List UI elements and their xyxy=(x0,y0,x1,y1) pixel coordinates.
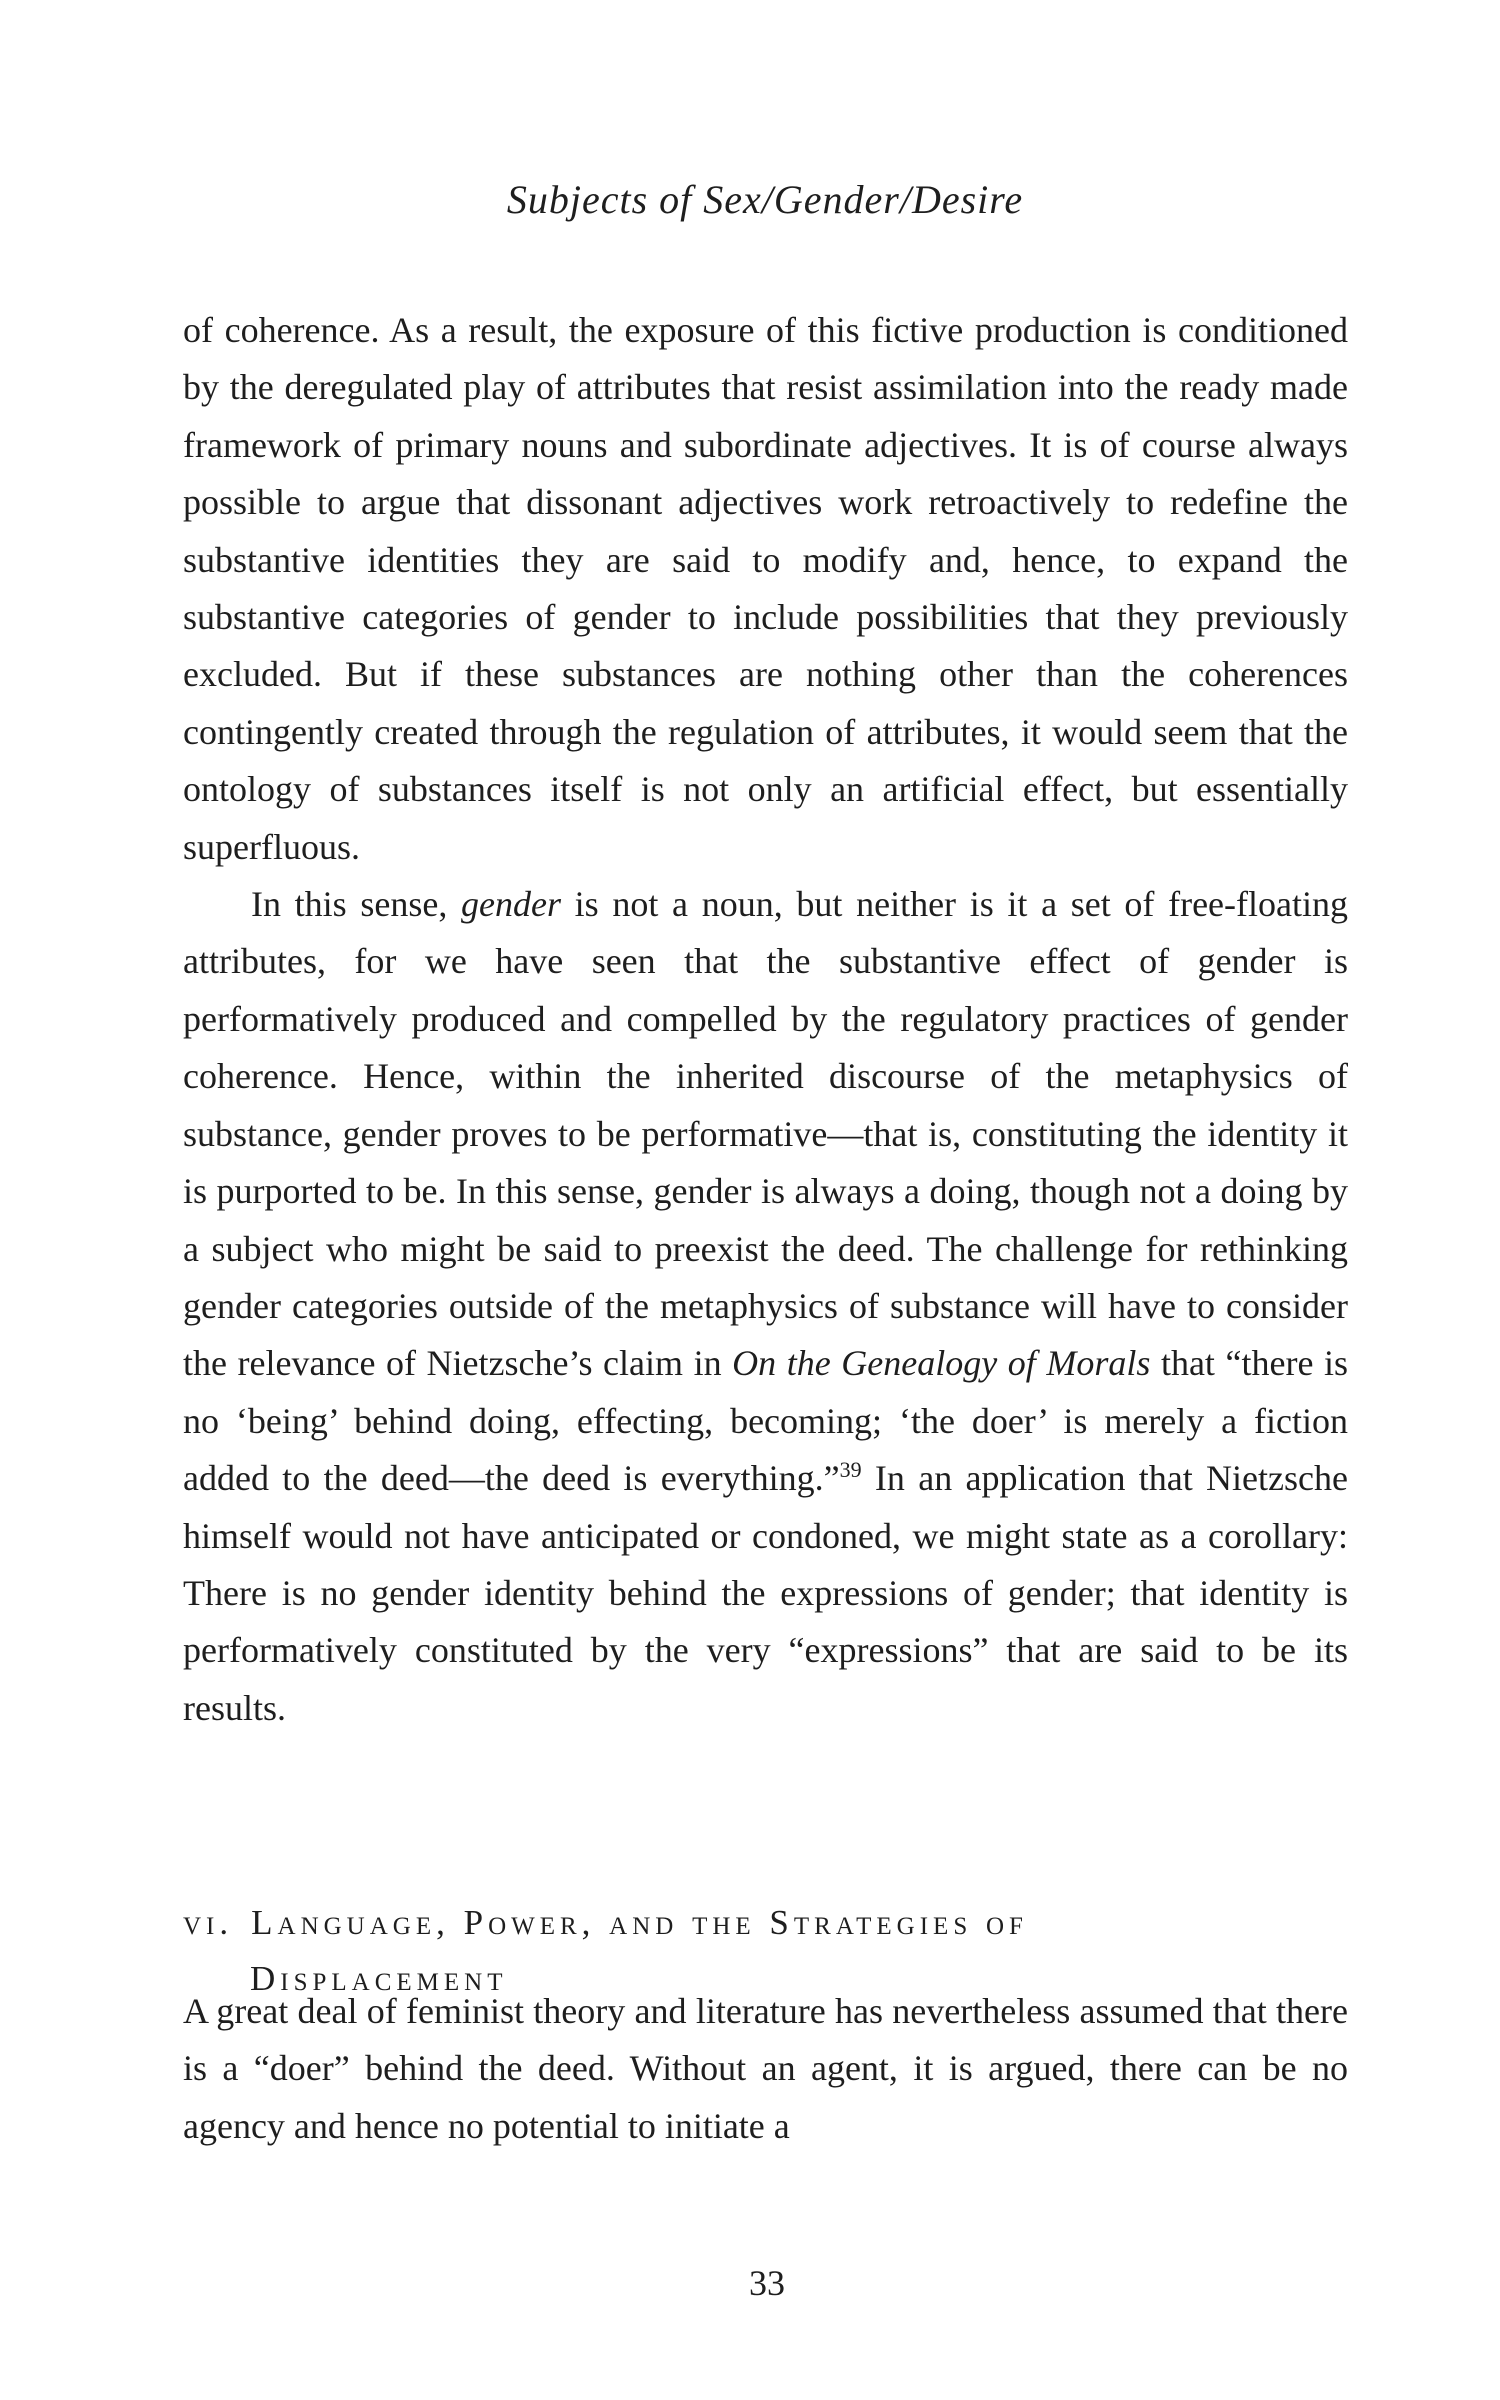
paragraph-2-part-a: In this sense, xyxy=(251,884,462,925)
body-text-continued xyxy=(183,1983,1348,2155)
section-number: vi. xyxy=(183,1903,234,1942)
footnote-reference: 39 xyxy=(839,1457,862,1483)
section-title-line-1: Language, Power, and the Strategies of xyxy=(251,1903,1028,1942)
running-head: Subjects of Sex/Gender/Desire xyxy=(506,177,1024,222)
paragraph-1: of coherence. As a result, the exposure of this fictive production is conditioned by the deregulated play of attributes that resist assimilation into the ready made framework of primary nouns and subordinate adjectives. It is of course always possible to argue that dissonant adjectives work retroactively to redefine the substantive identities they are said to modify and, hence, to expand the substantive categories of gender to include possibilities that they previously excluded. But if these substances are nothing other than the coherences contingently created through the regulation of attributes, it would seem that the ontology of substances itself is not only an artificial effect, but essentially superfluous. xyxy=(183,310,1348,867)
paragraph-2 xyxy=(183,876,1348,1737)
section-title-line-2: Displacement xyxy=(250,1959,508,1998)
body-text xyxy=(183,302,1348,1737)
paragraph-2-part-d: In an application that Nietzsche himself would not have anticipated or condoned, we might state as a corollary: There is no gender identity behind the expressions of gender; that identity is performatively constituted by the very “expressions” that are said to be its results. xyxy=(183,1458,1348,1728)
book-title-genealogy: On the Genealogy of Morals xyxy=(732,1343,1151,1384)
emphasis-gender: gender xyxy=(461,884,561,925)
paragraph-2-part-b: is not a noun, but neither is it a set of free-floating attributes, for we have seen that the substantive effect of gender is performatively produced and compelled by the regulatory practices of gender coherence. Hence, within the inherited discourse of the metaphysics of substance, gender proves to be performative—that is, constituting the identity it is purported to be. In this sense, gender is always a doing, though not a doing by a subject who might be said to preexist the deed. The challenge for rethinking gender categories outside of the metaphysics of substance will have to consider the relevance of Nietzsche’s claim in xyxy=(183,884,1348,1384)
page-number: 33 xyxy=(749,2263,785,2303)
paragraph-2-part-c: that “there is no ‘being’ behind doing, effecting, becoming; ‘the doer’ is merely a fiction added to the deed—the deed is everything.” xyxy=(183,1343,1348,1499)
paragraph-3: A great deal of feminist theory and literature has nevertheless assumed that there is a “doer” behind the deed. Without an agent, it is argued, there can be no agency and hence no potential to initiate a xyxy=(183,1991,1348,2146)
